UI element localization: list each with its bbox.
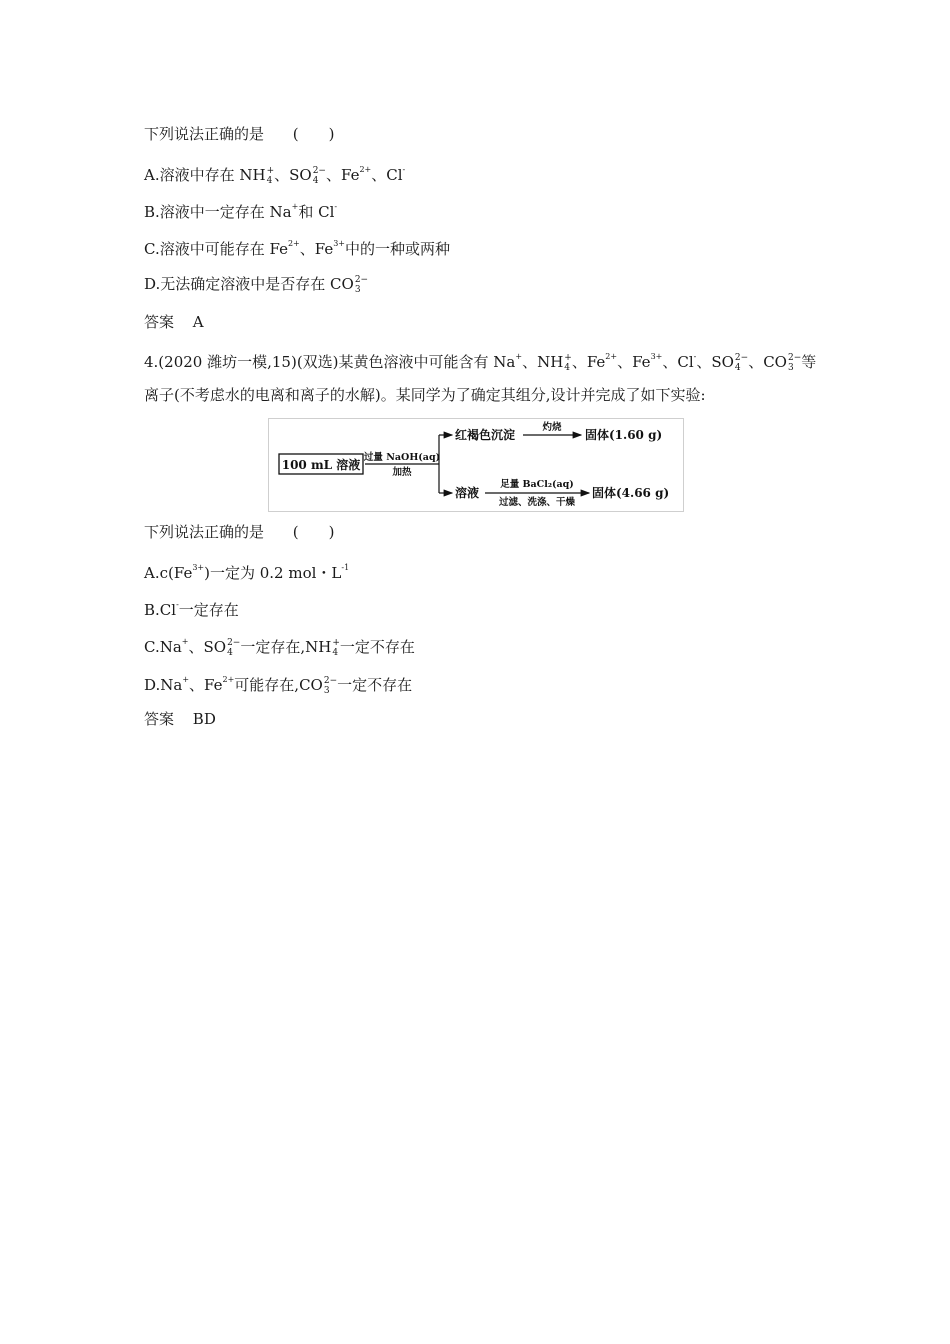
upper-result-label: 固体(1.60 g) — [585, 428, 663, 442]
upper-step-label: 灼烧 — [542, 422, 562, 433]
q4-prompt — [144, 522, 335, 542]
charge: - — [176, 600, 179, 609]
option-text: A.溶液中存在 NH — [144, 166, 266, 184]
option-text: 、SO — [188, 638, 227, 656]
charge: - — [693, 352, 697, 361]
answer-value: A — [192, 313, 204, 331]
so4-script: 2− 4 — [734, 353, 749, 373]
charge: + — [515, 352, 523, 361]
q4-stem-line2: 离子(不考虑水的电离和离子的水解)。某同学为了确定其组分,设计并完成了如下实验: — [144, 386, 706, 404]
option-text: C.溶液中可能存在 Fe — [144, 240, 288, 258]
option-text: D.Na — [144, 676, 183, 694]
charge: 3+ — [192, 563, 205, 572]
option-text: B.溶液中一定存在 Na — [144, 203, 292, 221]
reagent-top-label: 过量 NaOH(aq) — [363, 452, 441, 463]
option-text: 、Fe — [189, 676, 223, 694]
reagent-bottom-label: 加热 — [392, 467, 412, 478]
charge: 2+ — [222, 675, 235, 684]
lower-result-label: 固体(4.66 g) — [592, 486, 670, 500]
charge: + — [291, 202, 299, 211]
option-text: 、Fe — [325, 166, 360, 184]
q4-option-b — [144, 597, 239, 620]
q3-paren: ( ) — [292, 125, 335, 143]
stem-text: 、Fe — [571, 353, 606, 371]
q3-option-b — [144, 199, 337, 222]
q4-stem-line1 — [144, 349, 816, 373]
charge: 3+ — [333, 239, 346, 248]
stem-text: 4.(2020 潍坊一模,15)(双选)某黄色溶液中可能含有 Na — [144, 353, 516, 371]
stem-text: 、CO — [748, 353, 787, 371]
option-text: 、Cl — [371, 166, 403, 184]
option-text: D.无法确定溶液中是否存在 CO — [144, 275, 354, 293]
option-text: 、Fe — [299, 240, 334, 258]
q4-option-d — [144, 672, 412, 696]
option-text: 和 Cl — [298, 203, 335, 221]
answer-value: BD — [192, 710, 216, 728]
q3-answer — [144, 312, 204, 332]
so4-script: 2− 4 — [312, 166, 326, 186]
flow-svg — [269, 419, 683, 511]
upper-product-label: 红褐色沉淀 — [455, 428, 516, 442]
stem-text: 、SO — [696, 353, 734, 371]
nh4-script: + 4 — [332, 638, 340, 658]
option-text: B.Cl — [144, 601, 177, 619]
so4-script: 2− 4 — [227, 638, 241, 658]
charge: 2+ — [359, 165, 372, 174]
charge: - — [402, 165, 406, 174]
charge: - — [334, 202, 338, 211]
answer-label: 答案 — [144, 313, 175, 331]
charge: 2+ — [287, 239, 300, 248]
q4-answer — [144, 709, 216, 729]
option-text: 中的一种或两种 — [345, 240, 451, 258]
option-text: 一定不存在 — [339, 638, 415, 656]
option-text: )一定为 0.2 mol・L — [204, 564, 342, 582]
q3-option-c — [144, 236, 450, 259]
charge: 3+ — [650, 352, 663, 361]
nh4-script: + 4 — [564, 353, 572, 373]
option-text: 一定不存在 — [337, 676, 413, 694]
q3-option-a — [144, 162, 405, 186]
charge: 2+ — [605, 352, 618, 361]
q4-paren: ( ) — [292, 523, 335, 541]
lower-step-top-label: 足量 BaCl₂(aq) — [500, 479, 574, 490]
lower-step-bottom-label: 过滤、洗涤、干燥 — [498, 497, 576, 508]
q3-option-d — [144, 274, 368, 295]
charge: + — [181, 637, 189, 646]
experiment-flow-diagram — [268, 418, 684, 512]
charge: + — [182, 675, 190, 684]
co3-script: 2− 3 — [787, 353, 802, 373]
q4-prompt-text: 下列说法正确的是 — [144, 523, 265, 541]
lower-product-label: 溶液 — [455, 486, 480, 500]
nh4-script: + 4 — [266, 166, 275, 186]
start-box-label: 100 mL 溶液 — [281, 458, 361, 472]
option-text: 一定存在,NH — [240, 638, 332, 656]
co3-script: 2− 3 — [354, 275, 369, 295]
q3-prompt — [144, 124, 335, 144]
stem-text: 、Fe — [617, 353, 651, 371]
stem-text: 等 — [801, 353, 817, 371]
option-text: 可能存在,CO — [234, 676, 323, 694]
exponent: -1 — [341, 563, 350, 572]
stem-text: 、NH — [522, 353, 564, 371]
option-text: C.Na — [144, 638, 182, 656]
q3-prompt-text: 下列说法正确的是 — [144, 125, 265, 143]
co3-script: 2− 3 — [323, 676, 338, 696]
stem-text: 、Cl — [662, 353, 694, 371]
option-text: 一定存在 — [178, 601, 239, 619]
answer-label: 答案 — [144, 710, 175, 728]
option-text: A.c(Fe — [144, 564, 193, 582]
option-text: 、SO — [274, 166, 312, 184]
q4-option-c — [144, 634, 415, 658]
q4-option-a — [144, 560, 349, 583]
